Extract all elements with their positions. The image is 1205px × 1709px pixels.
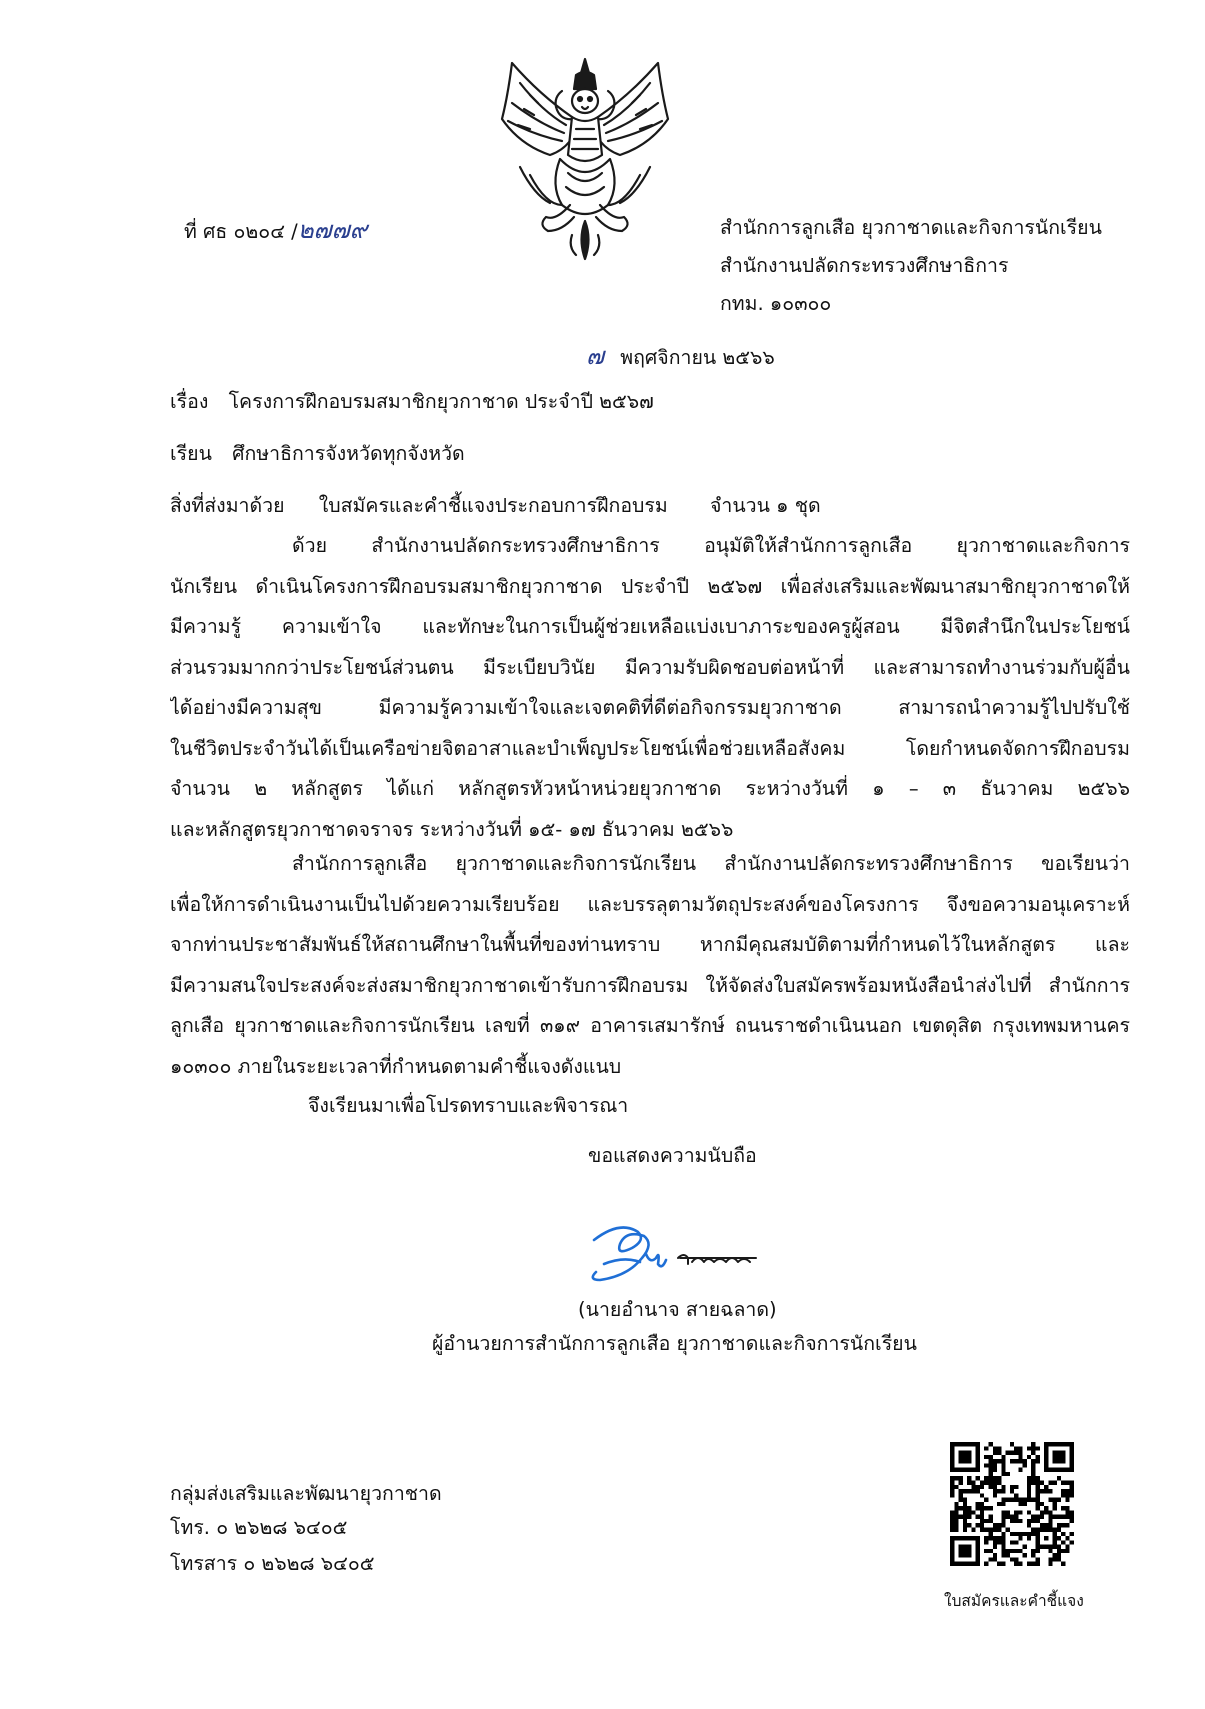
salutation: ขอแสดงความนับถือ	[588, 1144, 757, 1167]
qr-code[interactable]	[950, 1442, 1074, 1566]
enclosure-row	[170, 490, 821, 521]
garuda-emblem-icon	[490, 55, 680, 265]
signatory-name: (นายอำนาจ สายฉลาด)	[578, 1298, 777, 1321]
paragraph-line: จากท่านประชาสัมพันธ์ให้สถานศึกษาในพื้นที่ของท่านทราบ หากมีคุณสมบัติตามที่กำหนดไว้ในหลักสูตร และ	[170, 933, 1130, 956]
body-paragraph-1	[170, 526, 1130, 850]
subject-text: โครงการฝึกอบรมสมาชิกยุวกาชาด ประจำปี ๒๕๖๗	[228, 390, 654, 413]
qr-caption: ใบสมัครและคำชี้แจง	[944, 1592, 1084, 1610]
subject-label: เรื่อง	[170, 390, 209, 413]
signatory-title: ผู้อำนวยการสำนักการลูกเสือ ยุวกาชาดและกิจการนักเรียน	[432, 1332, 917, 1355]
office-line-3: กทม. ๑๐๓๐๐	[720, 292, 832, 315]
paragraph-line: และหลักสูตรยุวกาชาดจราจร ระหว่างวันที่ ๑๕- ๑๗ ธันวาคม ๒๕๖๖	[170, 817, 734, 841]
enclosure-quantity: จำนวน ๑ ชุด	[709, 494, 821, 517]
paragraph-line: มีความรู้ ความเข้าใจ และทักษะในการเป็นผู้ช่วยเหลือแบ่งเบาภาระของครูผู้สอน มีจิตสำนึกในประโยชน์	[170, 615, 1130, 638]
subject-row	[170, 386, 654, 417]
recipient-label: เรียน	[170, 442, 212, 465]
paragraph-line: ด้วย สำนักงานปลัดกระทรวงศึกษาธิการ อนุมัติให้สำนักการลูกเสือ ยุวกาชาดและกิจการ	[292, 534, 1130, 557]
paragraph-line: จำนวน ๒ หลักสูตร ได้แก่ หลักสูตรหัวหน้าหน่วยยุวกาชาด ระหว่างวันที่ ๑ – ๓ ธันวาคม ๒๕๖๖	[170, 777, 1130, 800]
footer-fax: โทรสาร ๐ ๒๖๒๘ ๖๔๐๕	[170, 1552, 375, 1575]
paragraph-line: นักเรียน ดำเนินโครงการฝึกอบรมสมาชิกยุวกาชาด ประจำปี ๒๕๖๗ เพื่อส่งเสริมและพัฒนาสมาชิกยุวกาชาดให้	[170, 574, 1130, 598]
paragraph-line: ในชีวิตประจำวันได้เป็นเครือข่ายจิตอาสาและบำเพ็ญประโยชน์เพื่อช่วยเหลือสังคม โดยกำหนดจัดการฝึกอบรม	[170, 736, 1130, 760]
closing-request: จึงเรียนมาเพื่อโปรดทราบและพิจารณา	[308, 1094, 629, 1117]
paragraph-line: เพื่อให้การดำเนินงานเป็นไปด้วยความเรียบร้อย และบรรลุตามวัตถุประสงค์ของโครงการ จึงขอความอนุเคราะห์	[170, 892, 1130, 916]
paragraph-line: ได้อย่างมีความสุข มีความรู้ความเข้าใจและเจตคติที่ดีต่อกิจกรรมยุวกาชาด สามารถนำความรู้ไปปรับใช้	[170, 696, 1130, 719]
paragraph-line: สำนักการลูกเสือ ยุวกาชาดและกิจการนักเรียน สำนักงานปลัดกระทรวงศึกษาธิการ ขอเรียนว่า	[292, 852, 1130, 875]
office-line-1: สำนักการลูกเสือ ยุวกาชาดและกิจการนักเรียน	[720, 216, 1102, 239]
date-month-year: พฤศจิกายน ๒๕๖๖	[620, 346, 775, 369]
paragraph-line: มีความสนใจประสงค์จะส่งสมาชิกยุวกาชาดเข้ารับการฝึกอบรม ให้จัดส่งใบสมัครพร้อมหนังสือนำส่งไปที่ สำนักการ	[170, 973, 1130, 997]
office-line-2: สำนักงานปลัดกระทรวงศึกษาธิการ	[720, 254, 1009, 277]
footer-department: กลุ่มส่งเสริมและพัฒนายุวกาชาด	[170, 1482, 442, 1505]
document-date	[586, 336, 775, 375]
date-day-handwritten: ๗	[586, 342, 605, 370]
footer-telephone: โทร. ๐ ๒๖๒๘ ๖๔๐๕	[170, 1516, 348, 1539]
recipient-text: ศึกษาธิการจังหวัดทุกจังหวัด	[232, 442, 465, 465]
body-paragraph-2	[170, 844, 1130, 1087]
paragraph-line: ๑๐๓๐๐ ภายในระยะเวลาที่กำหนดตามคำชี้แจงดังแนบ	[170, 1054, 622, 1078]
paragraph-line: ลูกเสือ ยุวกาชาดและกิจการนักเรียน เลขที่ ๓๑๙ อาคารเสมารักษ์ ถนนราชดำเนินนอก เขตดุสิต กรุงเทพมหานคร	[170, 1014, 1130, 1037]
reference-prefix: ที่ ศธ ๐๒๐๔ /	[184, 220, 298, 243]
reference-number	[184, 210, 367, 249]
enclosure-text: ใบสมัครและคำชี้แจงประกอบการฝึกอบรม	[318, 494, 668, 517]
paragraph-line: ส่วนรวมมากกว่าประโยชน์ส่วนตน มีระเบียบวินัย มีความรับผิดชอบต่อหน้าที่ และสามารถทำงานร่วมกับผู้อื่น	[170, 655, 1130, 679]
reference-handwritten-number: ๒๗๗๙	[297, 216, 368, 244]
enclosure-label: สิ่งที่ส่งมาด้วย	[170, 494, 285, 517]
recipient-row	[170, 438, 465, 469]
handwritten-signature	[580, 1218, 780, 1290]
